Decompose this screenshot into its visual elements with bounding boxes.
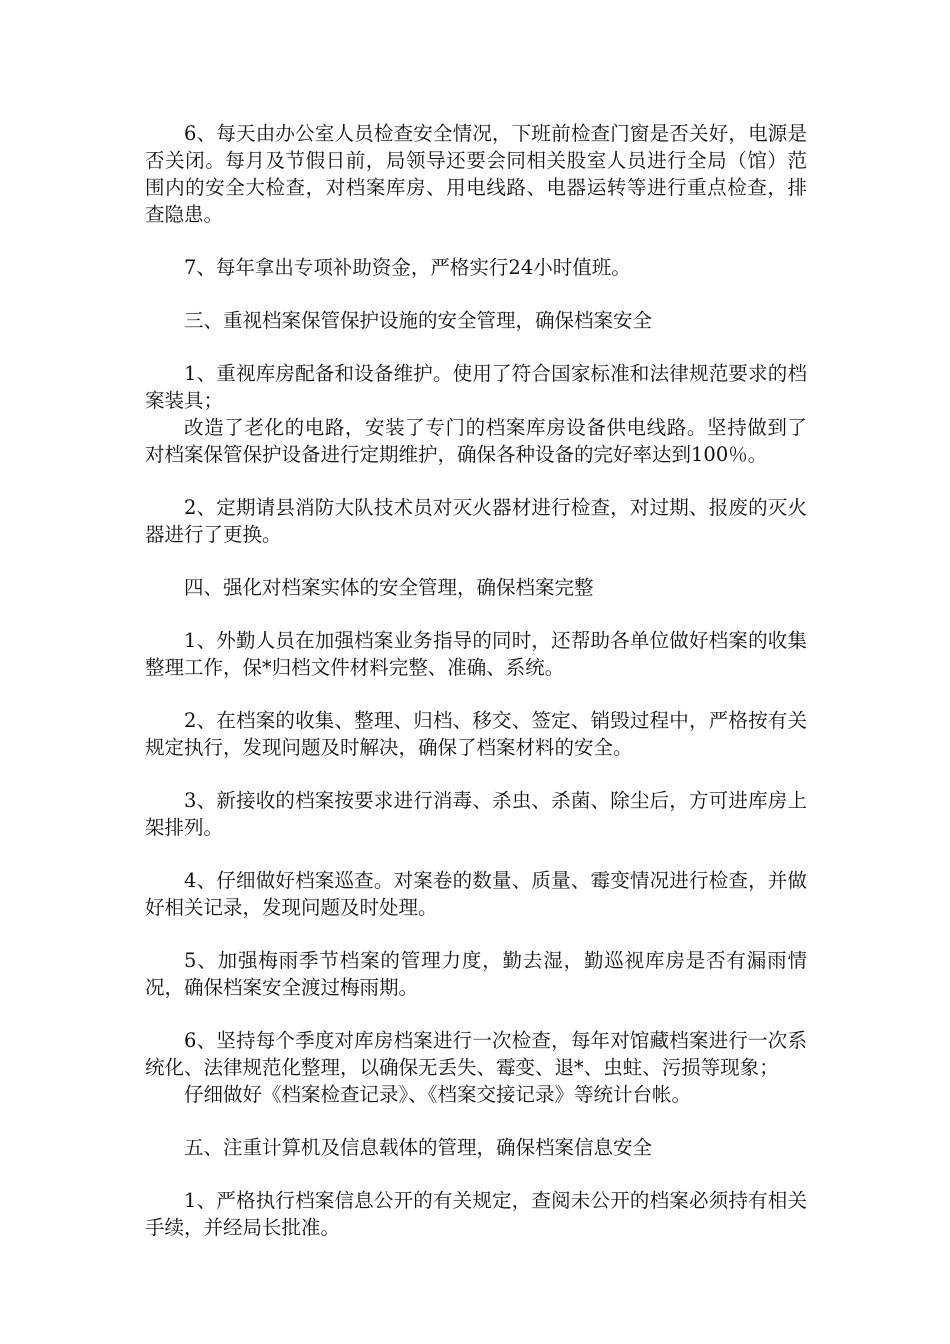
paragraph-item-3-disinfection: 3、新接收的档案按要求进行消毒、杀虫、杀菌、除尘后，方可进库房上架排列。 [145,789,807,839]
section-heading-5: 五、注重计算机及信息载体的管理，确保档案信息安全 [184,1136,653,1159]
document-body [145,120,807,1267]
paragraph-item-6-quarterly-check: 6、坚持每个季度对库房档案进行一次检查，每年对馆藏档案进行一次系统化、法律规范化整理，以确保无丢失、霉变、退*、虫蛀、污损等现象； [145,1029,807,1079]
paragraph-item-2-archiving-process: 2、在档案的收集、整理、归档、移交、签定、销毁过程中，严格按有关规定执行，发现问题及时解决，确保了档案材料的安全。 [145,709,807,759]
paragraph-item-6-daily-check: 6、每天由办公室人员检查安全情况，下班前检查门窗是否关好，电源是否关闭。每月及节假日前，局领导还要会同相关股室人员进行全局（馆）范围内的安全大检查，对档案库房、用电线路、电器运转等进行重点检查，排查隐患。 [145,122,807,226]
paragraph-item-1-storage: 1、重视库房配备和设备维护。使用了符合国家标准和法律规范要求的档案装具； [145,362,807,412]
paragraph-item-1-information-disclosure: 1、严格执行档案信息公开的有关规定，查阅未公开的档案必须持有相关手续，并经局长批准。 [145,1189,807,1239]
paragraph-item-7-funding: 7、每年拿出专项补助资金，严格实行24小时值班。 [184,256,631,279]
section-heading-4: 四、强化对档案实体的安全管理，确保档案完整 [184,576,594,599]
paragraph-item-1-field-staff: 1、外勤人员在加强档案业务指导的同时，还帮助各单位做好档案的收集整理工作，保*归档文件材料完整、准确、系统。 [145,629,807,679]
paragraph-item-5-rainy-season: 5、加强梅雨季节档案的管理力度，勤去湿，勤巡视库房是否有漏雨情况，确保档案安全渡过梅雨期。 [145,949,807,999]
paragraph-item-2-fire-extinguishers: 2、定期请县消防大队技术员对灭火器材进行检查，对过期、报废的灭火器进行了更换。 [145,496,807,546]
section-heading-3: 三、重视档案保管保护设施的安全管理，确保档案安全 [184,309,653,332]
paragraph-records-ledger: 仔细做好《档案检查记录》、《档案交接记录》等统计台帐。 [184,1083,692,1106]
paragraph-item-4-inspection: 4、仔细做好档案巡查。对案卷的数量、质量、霉变情况进行检查，并做好相关记录，发现问题及时处理。 [145,869,807,919]
paragraph-wiring-maintenance: 改造了老化的电路，安装了专门的档案库房设备供电线路。坚持做到了对档案保管保护设备进行定期维护，确保各种设备的完好率达到100％。 [145,416,807,466]
